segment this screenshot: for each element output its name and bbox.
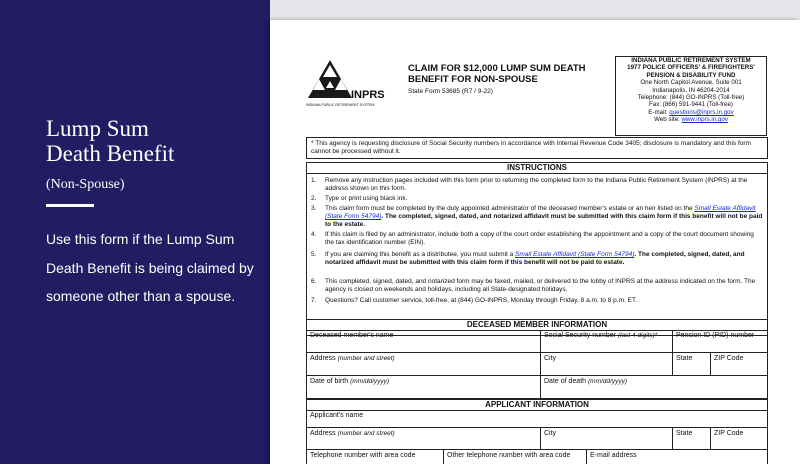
instruction-item [311,177,763,193]
instruction-number: 6. [311,278,317,285]
deceased-address-field[interactable]: Address (number and street) [307,353,541,376]
instructions-heading: INSTRUCTIONS [307,163,767,174]
instruction-number: 5. [311,251,317,258]
agency-web-row [616,116,766,123]
instruction-text: This completed, signed, dated, and notarized form may be faxed, mailed, or delivered to the lobby of INPRS at the address indicated on the form. The agency is closed on weekends and holidays, including all State-designated holidays. [325,278,756,294]
side-description: Use this form if the Lump Sum Death Benefit is being claimed by someone other than a spouse. [46,231,254,304]
instruction-text: Remove any instruction pages included with this form prior to returning the completed form to the Indiana Public Retirement System (INPRS) at the address shown on this form. [325,177,748,193]
instruction-number: 1. [311,177,317,184]
form-title-line2: BENEFIT FOR NON-SPOUSE [408,74,538,85]
logo-mark: INPRS [351,89,385,101]
deceased-member-section [306,319,768,399]
side-panel [0,0,270,464]
instruction-item [311,231,763,247]
agency-contact-box [615,56,767,136]
applicant-state-field[interactable]: State [673,428,711,450]
small-estate-affidavit-link[interactable]: Small Estate Affidavit (State Form 54794) [325,205,756,221]
instruction-text-pre: If you are claiming this benefit as a distributee, you must submit a [325,251,514,258]
instruction-text-bold: . The completed, signed, dated, and notarized affidavit must be submitted with this claim form if this benefit will not be paid to the estate. [325,213,763,229]
instruction-item [311,297,763,305]
agency-address1: One North Capitol Avenue, Suite 001 [640,79,742,87]
applicant-name-field[interactable]: Applicant's name [307,410,767,428]
agency-web-link[interactable]: www.inprs.in.gov [681,116,728,124]
instruction-text-pre: This claim form must be completed by the duly appointed administrator of the deceased member's estate or an heir listed on the [325,205,693,212]
applicant-section [306,399,768,464]
logo-tagline: INDIANA PUBLIC RETIREMENT SYSTEM [306,103,375,107]
instruction-text: Type or print using black ink. [325,195,408,202]
deceased-heading: DECEASED MEMBER INFORMATION [307,320,767,331]
agency-web-label: Web site: [654,116,682,124]
instruction-text [325,251,763,267]
agency-fund-line1: 1977 POLICE OFFICERS' & FIREFIGHTERS' [627,64,755,72]
applicant-zip-field[interactable]: ZIP Code [711,428,767,450]
agency-name: INDIANA PUBLIC RETIREMENT SYSTEM [631,57,751,64]
instruction-item [311,251,763,267]
background-strip [270,0,800,20]
agency-address2: Indianapolis, IN 46204-2014 [652,86,730,94]
agency-phone: Telephone: (844) GO-INPRS (Toll-free) [637,94,745,102]
instruction-number: 2. [311,195,317,202]
instruction-text-bold: . The completed, signed, dated, and notarized affidavit must be submitted with this claim form if this benefit will not be paid to estate. [325,251,745,267]
applicant-heading: APPLICANT INFORMATION [307,400,767,411]
instruction-item [311,195,763,203]
form-document [270,20,800,464]
agency-fax: Fax: (866) 591-9441 (Toll-free) [649,101,733,109]
applicant-email-field[interactable]: E-mail address [590,452,637,459]
side-title [46,116,266,166]
applicant-address-field[interactable]: Address (number and street) [307,428,541,450]
deceased-zip-field[interactable]: ZIP Code [711,353,767,376]
deceased-dod-field[interactable]: Date of death (mm/dd/yyyy) [544,378,627,385]
ssn-disclosure-notice: * This agency is requesting disclosure of Social Security numbers in accordance with Internal Revenue Code 3405; disclosure is mandatory and this form cannot be processed without it. [306,137,768,159]
deceased-pid-field[interactable]: Pension ID (PID) number [673,330,767,353]
form-number: State Form 53685 (R7 / 9-22) [408,88,493,95]
applicant-other-phone-field[interactable]: Other telephone number with area code [444,450,587,464]
agency-email-row [616,109,766,116]
side-title-line2: Death Benefit [46,141,175,166]
instructions-section [306,162,768,336]
deceased-city-field[interactable]: City [541,353,673,376]
instruction-text: If this claim is filed by an administrator, include both a copy of the court order establishing the appointment and a copy of the court document showing the tax identification number (EIN). [325,231,754,247]
instruction-item [311,278,763,294]
instruction-item [311,205,763,230]
deceased-name-field[interactable]: Deceased member's name [307,330,541,353]
inprs-logo [302,60,392,120]
instruction-number: 7. [311,297,317,304]
instruction-text: Questions? Call customer service, toll-free, at (844) GO-INPRS, Monday through Friday, 8 a.m. to 8 p.m. ET. [325,297,637,304]
applicant-phone-field[interactable]: Telephone number with area code [307,450,444,464]
small-estate-affidavit-link[interactable]: Small Estate Affidavit (State Form 54794) [515,251,635,258]
instruction-number: 3. [311,205,317,212]
agency-email-label: E-mail: [648,108,670,116]
instruction-number: 4. [311,231,317,238]
deceased-ssn-field[interactable]: Social Security number (last 4 digits)* [541,330,673,353]
triangle-logo-icon [302,60,392,120]
side-title-line1: Lump Sum [46,116,149,141]
applicant-city-field[interactable]: City [541,428,673,450]
instruction-text [325,205,763,230]
side-subtitle: (Non-Spouse) [46,177,125,192]
side-divider [46,204,94,207]
form-title [408,63,598,85]
agency-fund-line2: PENSION & DISABILITY FUND [646,71,736,79]
deceased-dob-field[interactable]: Date of birth (mm/dd/yyyy) [307,376,541,398]
agency-email-link[interactable]: questions@inprs.in.gov [669,108,734,116]
form-title-line1: CLAIM FOR $12,000 LUMP SUM DEATH [408,63,586,74]
deceased-state-field[interactable]: State [673,353,711,376]
